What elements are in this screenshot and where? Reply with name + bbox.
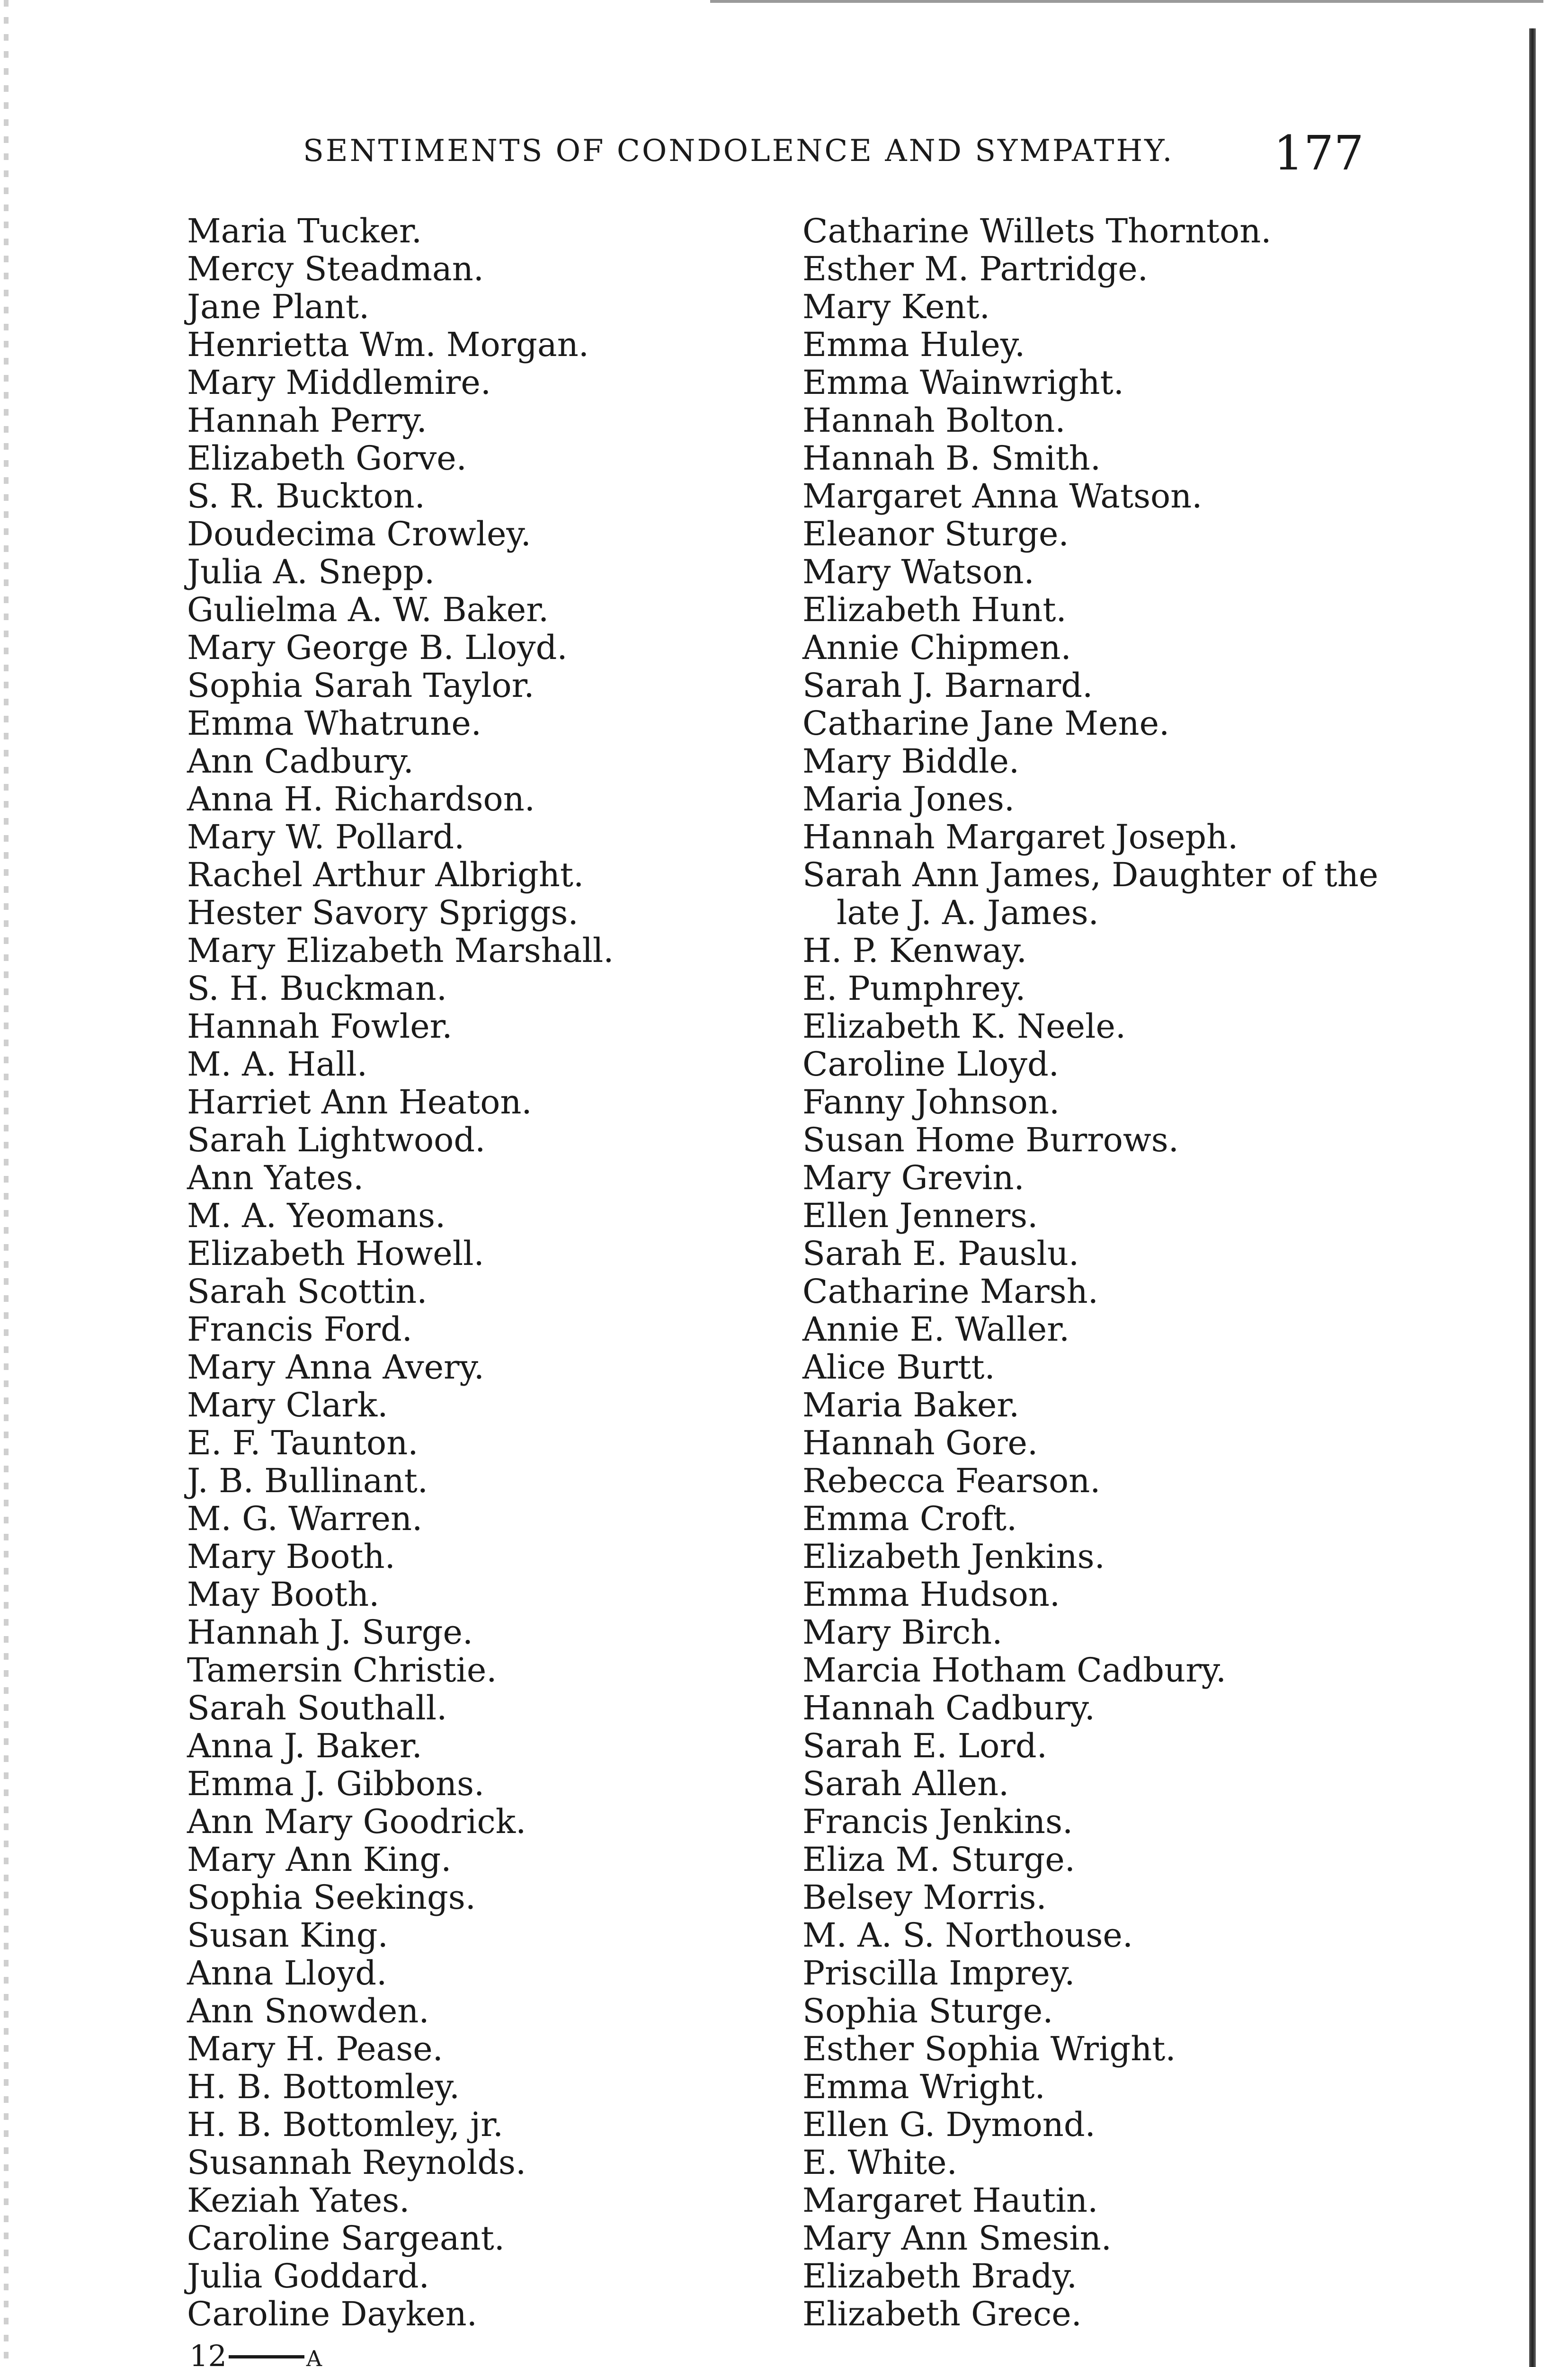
name-entry: Doudecima Crowley. [187,515,531,553]
name-entry: Mary W. Pollard. [187,818,465,856]
name-entry: Sophia Sturge. [802,1992,1053,2030]
name-entry: Francis Ford. [187,1310,413,1349]
name-entry: H. P. Kenway. [802,931,1027,970]
name-entry: Mercy Steadman. [187,249,484,288]
name-entry: Harriet Ann Heaton. [187,1083,532,1121]
name-entry: Mary Biddle. [802,742,1020,781]
name-entry: M. G. Warren. [187,1499,423,1538]
name-entry: Mary Grevin. [802,1158,1025,1197]
name-entry: J. B. Bullinant. [187,1461,428,1500]
name-entry: Hannah Bolton. [802,401,1066,440]
signature-number: 12 [189,2339,227,2367]
name-entry: Caroline Dayken. [187,2295,478,2333]
name-entry: Marcia Hotham Cadbury. [802,1651,1227,1690]
right-name-column [802,212,1378,2333]
name-entry: Ann Mary Goodrick. [187,1802,526,1841]
name-entry: Esther Sophia Wright. [802,2029,1176,2068]
name-entry: Elizabeth Brady. [802,2257,1078,2296]
name-entry: Sarah Ann James, Daughter of the [802,855,1379,894]
name-entry: Keziah Yates. [187,2181,410,2220]
name-entry: Mary Birch. [802,1613,1003,1652]
name-entry: E. F. Taunton. [187,1424,419,1462]
name-entry: Hannah Margaret Joseph. [802,818,1238,856]
name-entry: Emma Huley. [802,325,1025,364]
name-entry: Elizabeth K. Neele. [802,1007,1126,1046]
name-entry: Gulielma A. W. Baker. [187,590,549,629]
name-entry: Hannah J. Surge. [187,1613,473,1652]
name-entry: Caroline Lloyd. [802,1045,1060,1084]
name-entry: Maria Baker. [802,1386,1020,1424]
name-entry: M. A. Hall. [187,1045,368,1084]
name-entry: Mary Booth. [187,1537,395,1576]
name-entry: Mary Elizabeth Marshall. [187,931,614,970]
name-entry: Hannah Gore. [802,1424,1038,1462]
name-entry: Sarah E. Pauslu. [802,1234,1079,1273]
name-entry: M. A. Yeomans. [187,1196,446,1235]
name-entry: Margaret Anna Watson. [802,477,1203,516]
name-entry: Julia Goddard. [187,2257,429,2296]
name-entry: Emma Hudson. [802,1575,1060,1614]
name-entry: Hannah B. Smith. [802,439,1101,478]
name-entry: Elizabeth Howell. [187,1234,484,1273]
name-entry: Sarah Southall. [187,1689,447,1727]
name-entry: S. H. Buckman. [187,969,447,1008]
name-entry: May Booth. [187,1575,380,1614]
name-entry: M. A. S. Northouse. [802,1916,1133,1955]
name-entry: Sarah Lightwood. [187,1121,486,1159]
name-entry: Ann Yates. [187,1158,364,1197]
name-entry: Emma Wainwright. [802,363,1124,402]
name-entry: Maria Tucker. [187,212,422,250]
name-entry: Elizabeth Grece. [802,2295,1082,2333]
name-entry: Eliza M. Sturge. [802,1840,1076,1879]
name-entry: Esther M. Partridge. [802,249,1148,288]
name-entry: Susan King. [187,1916,388,1955]
printer-signature-mark [189,2339,322,2367]
name-entry: Sarah Allen. [802,1764,1009,1803]
name-entry: Emma J. Gibbons. [187,1764,485,1803]
name-entry: S. R. Buckton. [187,477,425,516]
name-entry: Ann Cadbury. [187,742,414,781]
name-entry: E. Pumphrey. [802,969,1026,1008]
name-entry: Sarah Scottin. [187,1272,428,1311]
name-entry: Tamersin Christie. [187,1651,497,1690]
page-edge-right [1529,28,1536,2367]
name-entry: Caroline Sargeant. [187,2219,505,2258]
name-entry: Belsey Morris. [802,1878,1047,1917]
name-entry: Margaret Hautin. [802,2181,1098,2220]
name-entry: Hannah Cadbury. [802,1689,1095,1727]
signature-dash [229,2355,304,2358]
name-entry: Emma Whatrune. [187,704,482,743]
name-entry: Francis Jenkins. [802,1802,1073,1841]
name-entry: Rebecca Fearson. [802,1461,1101,1500]
name-entry: Anna Lloyd. [187,1954,387,1993]
name-entry: Anna H. Richardson. [187,780,535,819]
name-entry: Hester Savory Spriggs. [187,893,579,932]
name-entry: Julia A. Snepp. [187,552,435,591]
name-entry: E. White. [802,2143,957,2182]
name-entry: Anna J. Baker. [187,1726,422,1765]
name-entry: Mary Kent. [802,287,990,326]
page-edge-top [710,0,1543,3]
page-edge-left [4,0,9,2367]
name-entry: Ellen G. Dymond. [802,2105,1096,2144]
name-entry: Elizabeth Hunt. [802,590,1067,629]
name-entry: Henrietta Wm. Morgan. [187,325,589,364]
name-entry: late J. A. James. [837,893,1099,932]
name-entry: Mary Ann Smesin. [802,2219,1112,2258]
name-entry: Catharine Willets Thornton. [802,212,1272,250]
name-entry: Mary Middlemire. [187,363,491,402]
name-entry: Annie E. Waller. [802,1310,1070,1349]
name-entry: Eleanor Sturge. [802,515,1069,553]
name-entry: Sophia Sarah Taylor. [187,666,535,705]
name-entry: Catharine Marsh. [802,1272,1098,1311]
name-entry: Sophia Seekings. [187,1878,476,1917]
name-entry: Mary Clark. [187,1386,388,1424]
name-entry: Catharine Jane Mene. [802,704,1170,743]
name-entry: Annie Chipmen. [802,628,1071,667]
name-entry: Maria Jones. [802,780,1015,819]
name-entry: Elizabeth Jenkins. [802,1537,1105,1576]
name-entry: Susannah Reynolds. [187,2143,526,2182]
name-entry: Hannah Fowler. [187,1007,453,1046]
name-entry: Mary George B. Lloyd. [187,628,568,667]
signature-letter: A [306,2346,322,2367]
name-entry: Mary Watson. [802,552,1034,591]
name-entry: Mary Ann King. [187,1840,452,1879]
name-entry: Emma Croft. [802,1499,1017,1538]
left-name-column [187,212,614,2333]
name-entry: H. B. Bottomley, jr. [187,2105,504,2144]
name-entry: Fanny Johnson. [802,1083,1060,1121]
name-entry: Sarah E. Lord. [802,1726,1047,1765]
name-entry: Priscilla Imprey. [802,1954,1075,1993]
name-entry: Emma Wright. [802,2067,1045,2106]
name-entry: Ellen Jenners. [802,1196,1038,1235]
name-entry: Hannah Perry. [187,401,427,440]
name-entry: Mary Anna Avery. [187,1348,485,1387]
name-entry: Ann Snowden. [187,1992,429,2030]
name-entry: Mary H. Pease. [187,2029,443,2068]
name-entry: Jane Plant. [187,287,370,326]
name-entry: Rachel Arthur Albright. [187,855,584,894]
name-entry: H. B. Bottomley. [187,2067,460,2106]
name-entry: Elizabeth Gorve. [187,439,467,478]
name-entry: Sarah J. Barnard. [802,666,1093,705]
running-header: SENTIMENTS OF CONDOLENCE AND SYMPATHY. [303,133,1174,169]
name-entry: Alice Burtt. [802,1348,995,1387]
page-number: 177 [1274,125,1364,181]
name-entry: Susan Home Burrows. [802,1121,1179,1159]
